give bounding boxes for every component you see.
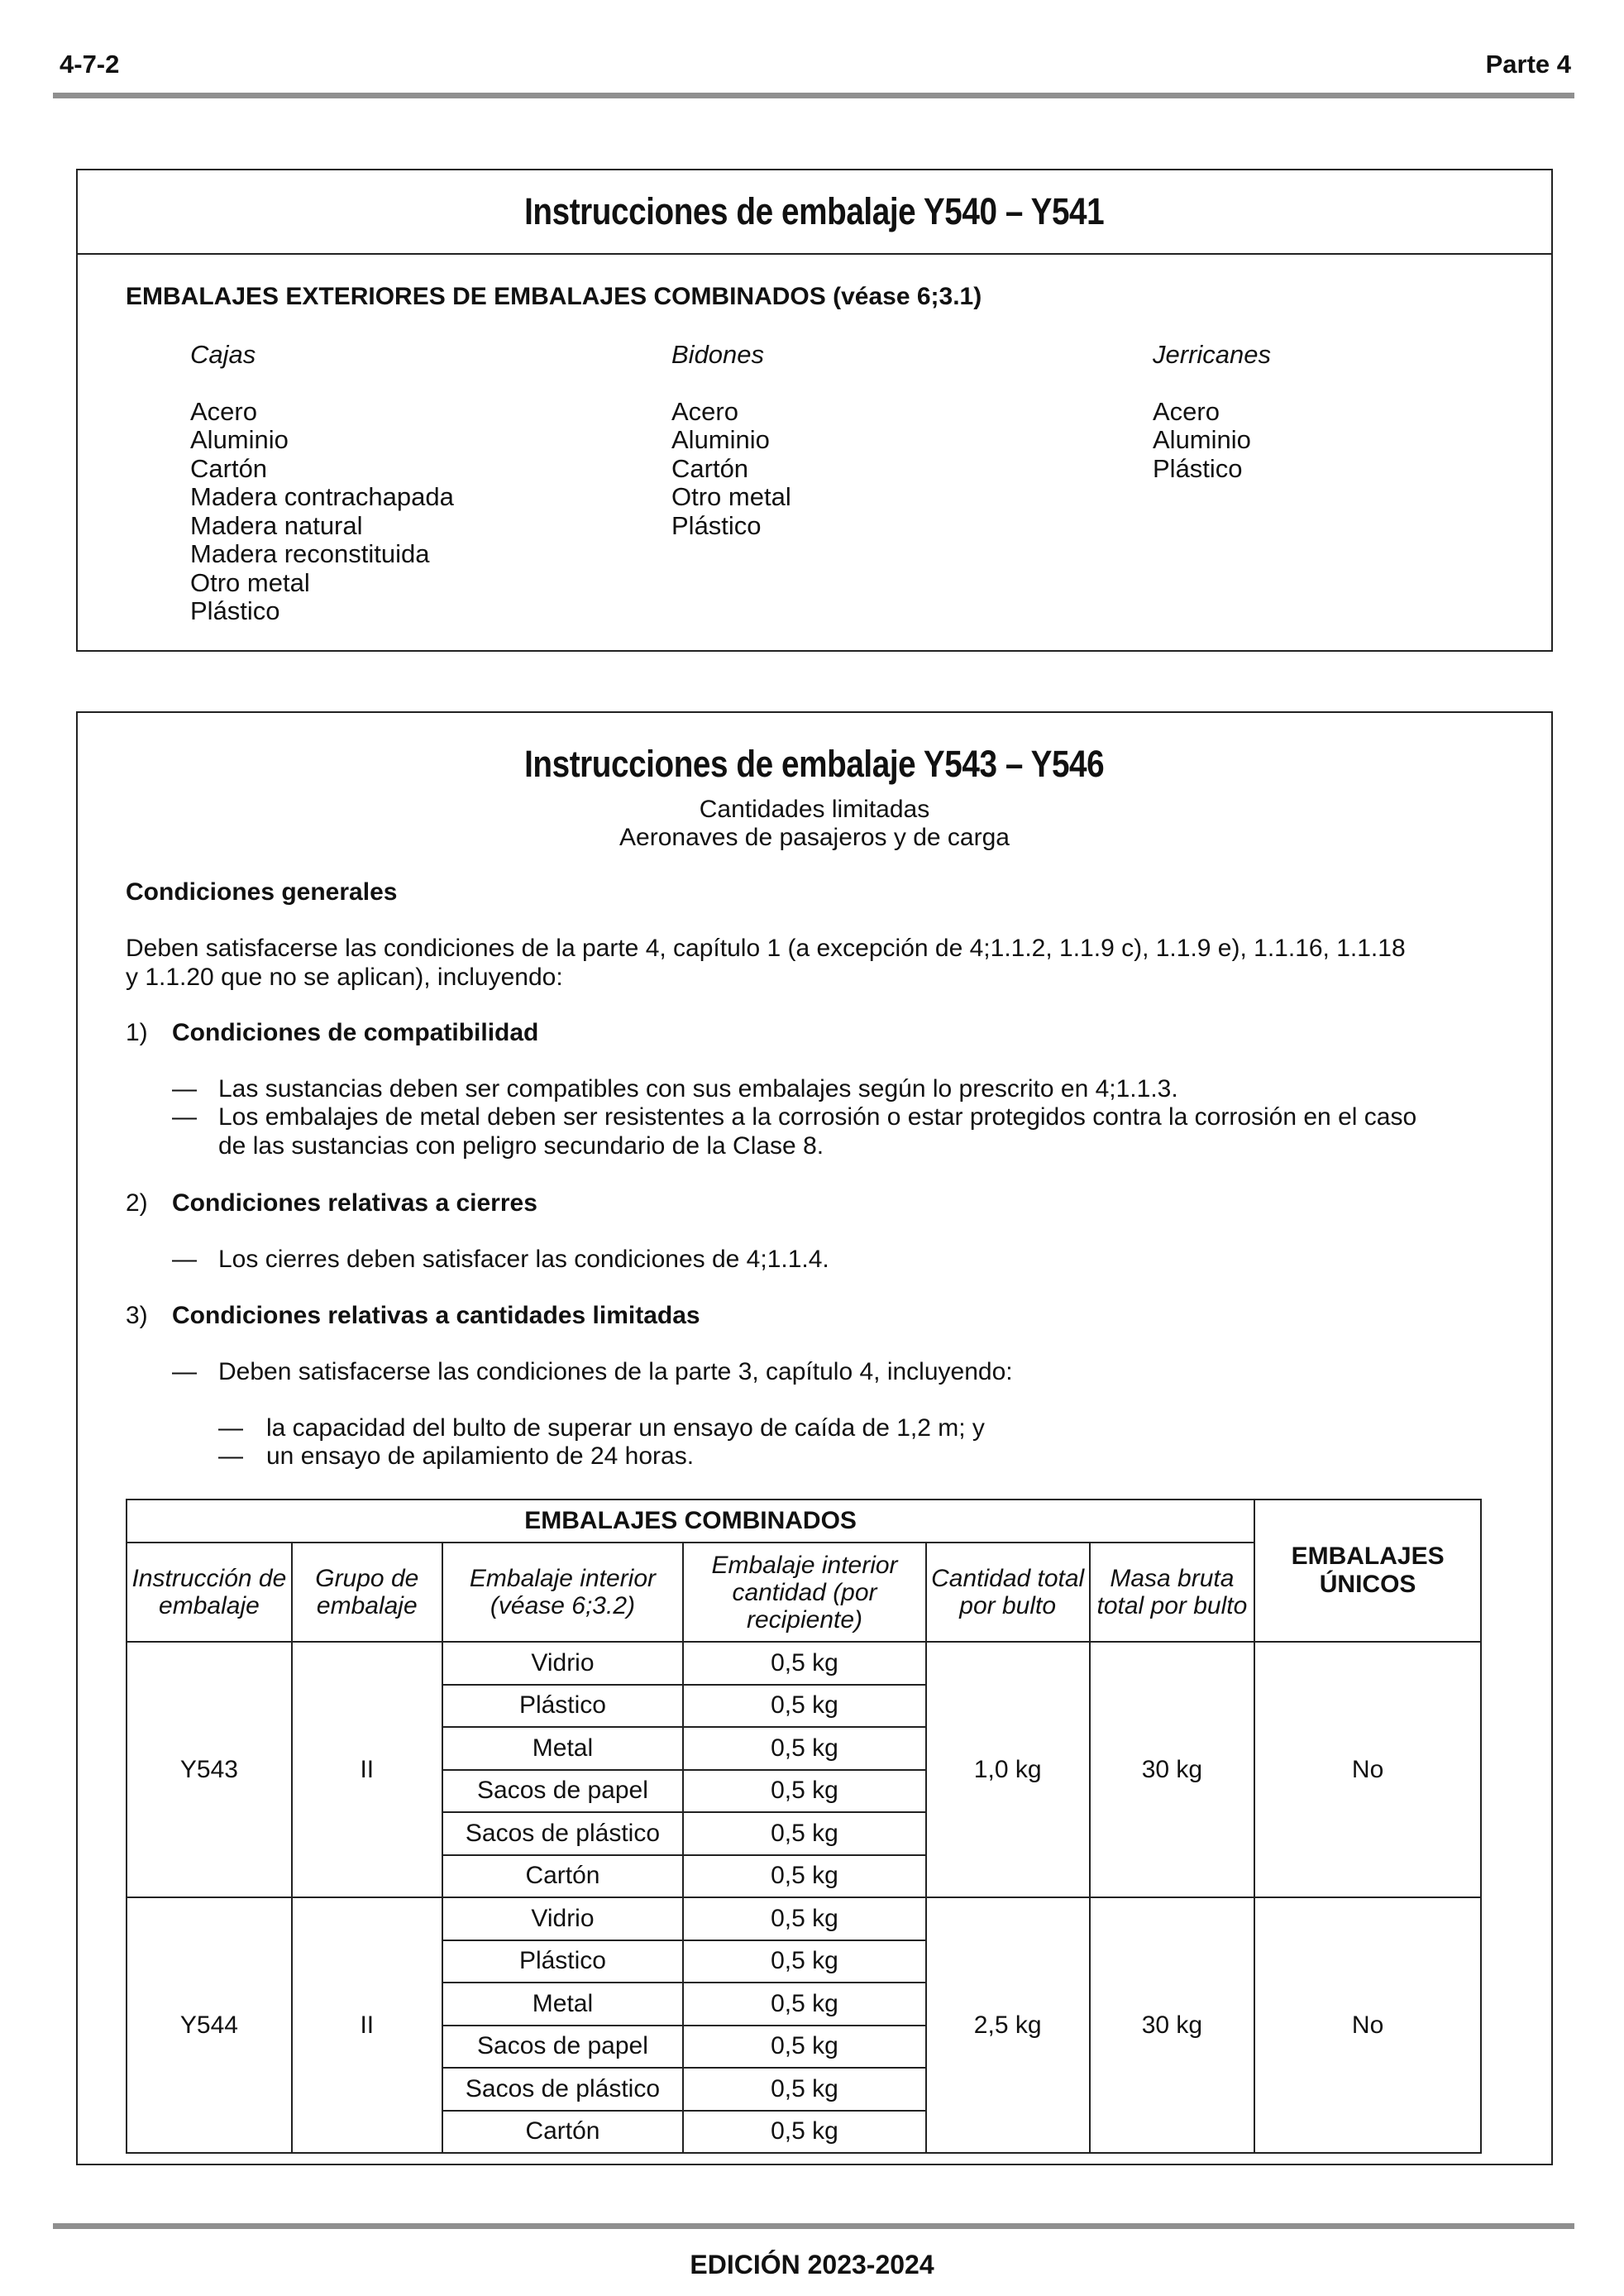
cell-qty: 0,5 kg	[683, 1770, 926, 1813]
header-total-quantity: Cantidad total por bulto	[926, 1543, 1090, 1642]
list-item: Aluminio	[190, 425, 289, 454]
dash: —	[172, 1358, 197, 1385]
cell-gross: 30 kg	[1090, 1897, 1255, 2153]
sub-bullet-text: la capacidad del bulto de superar un ensayo de caída de 1,2 m; y	[266, 1414, 985, 1442]
cell-qty: 0,5 kg	[683, 2068, 926, 2111]
box2-title: Instrucciones de embalaje Y543 – Y546	[524, 743, 1105, 785]
dash: —	[172, 1246, 197, 1273]
list-item: Plástico	[190, 596, 280, 625]
subtitle-aircraft: Aeronaves de pasajeros y de carga	[619, 824, 1010, 851]
cell-single: No	[1254, 1897, 1481, 2153]
list-item: Madera contrachapada	[190, 482, 454, 511]
outer-packagings-heading: EMBALAJES EXTERIORES DE EMBALAJES COMBINADOS (véase 6;3.1)	[126, 283, 982, 310]
header-inner-packaging: Embalaje interior (véase 6;3.2)	[442, 1543, 684, 1642]
dash: —	[218, 1442, 243, 1470]
dash: —	[172, 1103, 197, 1131]
list-item: Acero	[190, 396, 257, 426]
packing-instruction-y540-box	[76, 169, 1553, 652]
cell-inner: Metal	[442, 1983, 684, 2026]
table-header-row	[127, 1500, 1481, 1543]
cell-qty: 0,5 kg	[683, 1940, 926, 1983]
cell-inner: Sacos de plástico	[442, 2068, 684, 2111]
packing-instruction-y543-box	[76, 711, 1553, 2165]
list-item: Plástico	[1153, 453, 1243, 483]
cell-qty: 0,5 kg	[683, 2026, 926, 2069]
header-rule	[53, 93, 1574, 98]
cell-qty: 0,5 kg	[683, 1983, 926, 2026]
single-packagings-header: EMBALAJES ÚNICOS	[1254, 1500, 1481, 1642]
general-conditions-heading: Condiciones generales	[126, 878, 398, 906]
cell-inner: Plástico	[442, 1940, 684, 1983]
cell-single: No	[1254, 1642, 1481, 1897]
cell-inner: Vidrio	[442, 1897, 684, 1940]
column-head: Jerricanes	[1153, 340, 1271, 369]
table-row	[127, 1642, 1481, 1685]
cell-inner: Sacos de papel	[442, 2026, 684, 2069]
cell-inner: Cartón	[442, 1855, 684, 1898]
bullet-text	[218, 1103, 1416, 1160]
subtitle-limited-quantities: Cantidades limitadas	[699, 796, 930, 823]
list-item: Madera natural	[190, 510, 363, 540]
edition-footer: EDICIÓN 2023-2024	[690, 2250, 934, 2279]
cell-instruction: Y543	[127, 1642, 292, 1897]
cell-total-qty: 2,5 kg	[926, 1897, 1090, 2153]
dash: —	[218, 1414, 243, 1442]
column-boxes	[190, 341, 454, 626]
list-item: Aluminio	[1153, 425, 1251, 454]
column-drums	[671, 341, 791, 540]
sub-bullet-text: un ensayo de apilamiento de 24 horas.	[266, 1442, 695, 1470]
cell-packing-group: II	[292, 1642, 442, 1897]
cell-qty: 0,5 kg	[683, 1685, 926, 1728]
general-text-line: Deben satisfacerse las condiciones de la parte 4, capítulo 1 (a excepción de 4;1.1.2, 1.1.9 c), 1.1.9 e), 1.1.16, 1.1.18	[126, 935, 1406, 962]
column-jerricans	[1153, 341, 1271, 483]
list-item: Otro metal	[671, 482, 791, 511]
footer-rule	[53, 2223, 1574, 2229]
header-gross-mass: Masa bruta total por bulto	[1090, 1543, 1255, 1642]
cell-inner: Cartón	[442, 2111, 684, 2154]
section-title-limited-quantities: Condiciones relativas a cantidades limitadas	[172, 1302, 700, 1329]
page-ref: 4-7-2	[60, 50, 120, 79]
cell-inner: Sacos de papel	[442, 1770, 684, 1813]
cell-packing-group: II	[292, 1897, 442, 2153]
box1-title: Instrucciones de embalaje Y540 – Y541	[524, 190, 1105, 232]
list-item: Cartón	[671, 453, 749, 483]
bullet-text: Las sustancias deben ser compatibles con sus embalajes según lo prescrito en 4;1.1.3.	[218, 1075, 1178, 1103]
general-text-line: y 1.1.20 que no se aplican), incluyendo:	[126, 963, 563, 991]
general-conditions-text	[126, 935, 1406, 992]
cell-qty: 0,5 kg	[683, 1897, 926, 1940]
list-item: Otro metal	[190, 567, 310, 597]
header-inner-quantity: Embalaje interior cantidad (por recipiente)	[683, 1543, 926, 1642]
column-head: Bidones	[671, 340, 765, 369]
section-title-compatibility: Condiciones de compatibilidad	[172, 1019, 539, 1046]
box1-title-bar	[78, 170, 1551, 255]
cell-qty: 0,5 kg	[683, 2111, 926, 2154]
cell-inner: Vidrio	[442, 1642, 684, 1685]
cell-inner: Metal	[442, 1727, 684, 1770]
cell-qty: 0,5 kg	[683, 1855, 926, 1898]
list-item: Acero	[671, 396, 738, 426]
section-number: 3)	[126, 1302, 148, 1329]
combination-packagings-header: EMBALAJES COMBINADOS	[127, 1500, 1254, 1543]
cell-total-qty: 1,0 kg	[926, 1642, 1090, 1897]
bullet-line: Los embalajes de metal deben ser resistentes a la corrosión o estar protegidos contra la corrosión en el caso	[218, 1103, 1417, 1131]
cell-inner: Sacos de plástico	[442, 1812, 684, 1855]
cell-instruction: Y544	[127, 1897, 292, 2153]
section-number: 2)	[126, 1189, 148, 1217]
part-label: Parte 4	[1485, 50, 1571, 79]
box2-title-wrap	[78, 743, 1551, 786]
section-title-closures: Condiciones relativas a cierres	[172, 1189, 537, 1217]
packaging-table	[126, 1499, 1482, 2154]
bullet-line: de las sustancias con peligro secundario de la Clase 8.	[218, 1131, 824, 1160]
cell-qty: 0,5 kg	[683, 1727, 926, 1770]
header-packing-group: Grupo de embalaje	[292, 1543, 442, 1642]
list-item: Aluminio	[671, 425, 770, 454]
cell-qty: 0,5 kg	[683, 1812, 926, 1855]
list-item: Cartón	[190, 453, 268, 483]
cell-inner: Plástico	[442, 1685, 684, 1728]
table-row	[127, 1897, 1481, 1940]
list-item: Plástico	[671, 510, 762, 540]
dash: —	[172, 1075, 197, 1103]
section-number: 1)	[126, 1019, 148, 1046]
bullet-text: Los cierres deben satisfacer las condiciones de 4;1.1.4.	[218, 1246, 829, 1273]
cell-qty: 0,5 kg	[683, 1642, 926, 1685]
cell-gross: 30 kg	[1090, 1642, 1255, 1897]
column-head: Cajas	[190, 340, 256, 369]
list-item: Acero	[1153, 396, 1220, 426]
bullet-text: Deben satisfacerse las condiciones de la parte 3, capítulo 4, incluyendo:	[218, 1358, 1013, 1385]
list-item: Madera reconstituida	[190, 539, 430, 568]
header-instruction: Instrucción de embalaje	[127, 1543, 292, 1642]
